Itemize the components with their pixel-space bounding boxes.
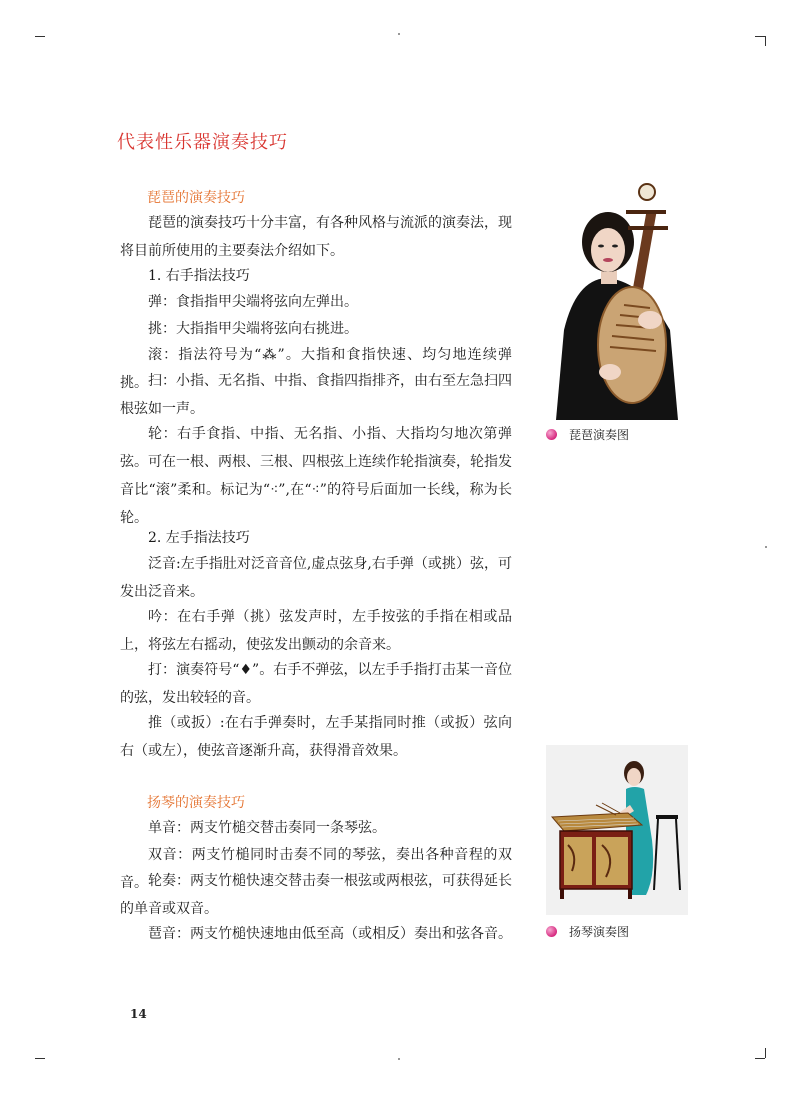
yangqin-danyin: 单音：两支竹槌交替击奏同一条琴弦。 (148, 820, 386, 836)
pipa-lun: 轮：右手食指、中指、无名指、小指、大指均匀地次第弹弦。可在一根、两根、三根、四根弦上连续作轮指演奏，轮指发音比“滚”柔和。标记为“⁖”,在“⁖”的符号后面加一长线，称为长轮。 (120, 426, 512, 526)
crop-mark (755, 36, 765, 37)
yangqin-photo (546, 745, 688, 915)
yangqin-shuangyin: 双音：两支竹槌同时击奏不同的琴弦，奏出各种音程的双音。 (120, 847, 512, 891)
pipa-photo (546, 180, 686, 420)
pipa-tan: 弹：食指指甲尖端将弦向左弹出。 (148, 294, 358, 310)
pipa-fanyin: 泛音:左手指肚对泛音音位,虚点弦身,右手弹（或挑）弦，可发出泛音来。 (120, 556, 512, 600)
pipa-caption-text: 琵琶演奏图 (569, 428, 630, 442)
page-number: 14 (130, 1007, 147, 1021)
pipa-gun: 滚：指法符号为“⁂”。大指和食指快速、均匀地连续弹挑。 (120, 347, 512, 391)
pipa-sao: 扫：小指、无名指、中指、食指四指排齐，由右至左急扫四根弦如一声。 (120, 373, 512, 417)
yangqin-heading: 扬琴的演奏技巧 (147, 795, 245, 811)
pipa-right-hand-heading: 1. 右手指法技巧 (148, 268, 250, 284)
caption-bullet-icon (546, 926, 557, 937)
registration-dot (398, 1058, 400, 1060)
yangqin-caption-text: 扬琴演奏图 (569, 925, 630, 939)
pipa-caption (546, 426, 629, 443)
pipa-heading: 琵琶的演奏技巧 (147, 190, 245, 206)
pipa-tiao: 挑：大指指甲尖端将弦向右挑进。 (148, 321, 358, 337)
yangqin-pa: 琶音：两支竹槌快速地由低至高（或相反）奏出和弦各音。 (148, 926, 512, 942)
crop-mark (755, 1058, 765, 1059)
crop-mark (35, 36, 45, 37)
yangqin-caption (546, 923, 629, 940)
pipa-left-hand-heading: 2. 左手指法技巧 (148, 530, 250, 546)
pipa-da: 打：演奏符号“♦”。右手不弹弦，以左手手指打击某一音位的弦，发出较轻的音。 (120, 662, 512, 706)
caption-bullet-icon (546, 429, 557, 440)
crop-mark (765, 36, 766, 46)
yangqin-lunzou: 轮奏：两支竹槌快速交替击奏一根弦或两根弦，可获得延长的单音或双音。 (120, 873, 512, 917)
crop-mark (35, 1058, 45, 1059)
pipa-intro: 琵琶的演奏技巧十分丰富，有各种风格与流派的演奏法，现将目前所使用的主要奏法介绍如下。 (120, 215, 512, 259)
page-title: 代表性乐器演奏技巧 (117, 132, 288, 153)
crop-mark (765, 1048, 766, 1058)
registration-dot (398, 33, 400, 35)
pipa-tui: 推（或扳）:在右手弹奏时，左手某指同时推（或扳）弦向右（或左），使弦音逐渐升高，获得滑音效果。 (120, 715, 512, 759)
pipa-yin: 吟：在右手弹（挑）弦发声时，左手按弦的手指在相或品上，将弦左右摇动，使弦发出颤动的余音来。 (120, 609, 512, 653)
registration-dot (765, 546, 767, 548)
